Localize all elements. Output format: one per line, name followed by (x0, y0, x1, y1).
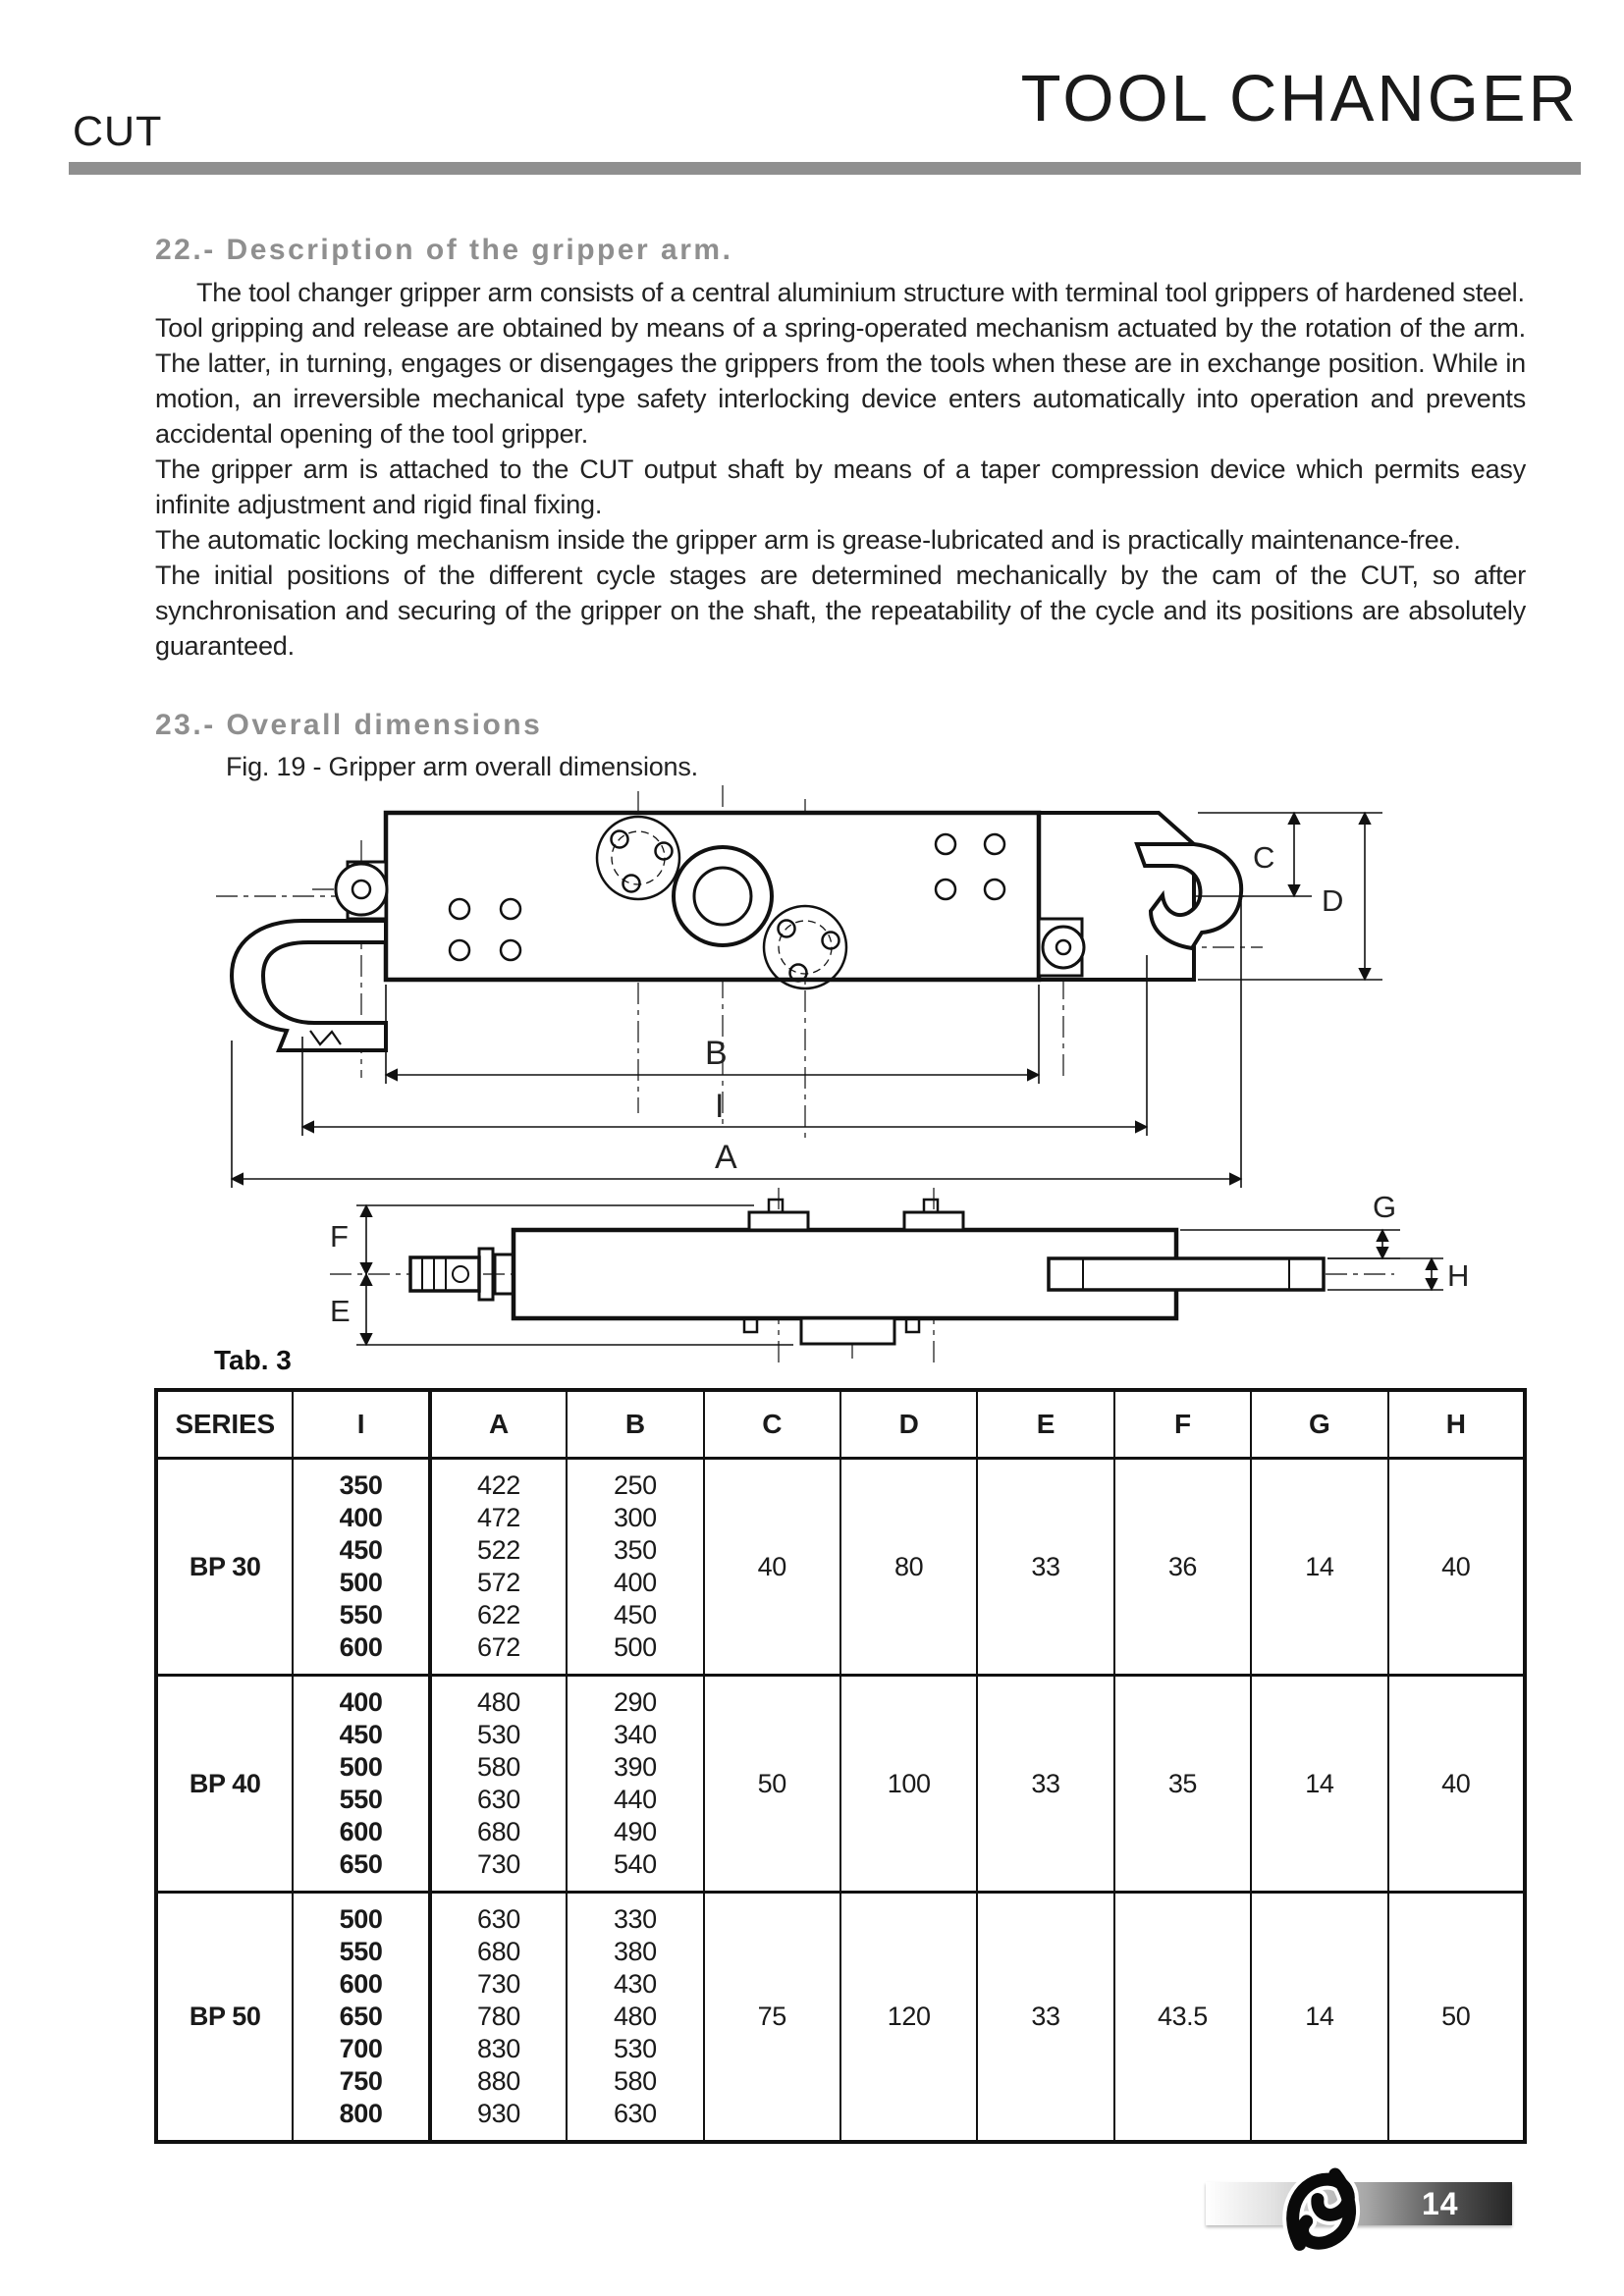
cell-value: 780 (477, 2002, 520, 2031)
series-cell: BP 30 (156, 1459, 293, 1676)
dim-label-h: H (1447, 1258, 1470, 1293)
cell-value: 730 (477, 1849, 520, 1879)
cell-value: 830 (477, 2034, 520, 2063)
cell-value: 650 (339, 1849, 383, 1879)
paragraph: The gripper arm is attached to the CUT output shaft by means of a taper compression device which permits easy infinite adjustment and rigid final fixing. (155, 454, 1526, 519)
col-c-cell: 50 (704, 1676, 840, 1893)
cell-value: 500 (339, 1904, 383, 1934)
cell-value: 490 (613, 1817, 657, 1846)
cell-value: 540 (613, 1849, 657, 1879)
col-i-cell (293, 1893, 429, 2143)
dim-label-g: G (1373, 1190, 1397, 1224)
paragraph: The automatic locking mechanism inside the gripper arm is grease-lubricated and is practically maintenance-free. (155, 525, 1461, 555)
header-f: F (1114, 1390, 1251, 1459)
cell-value: 350 (613, 1535, 657, 1565)
cell-value: 400 (613, 1568, 657, 1597)
cell-value: 500 (339, 1568, 383, 1597)
cell-value: 600 (339, 1817, 383, 1846)
cell-value: 600 (339, 1632, 383, 1662)
cell-value: 550 (339, 1600, 383, 1629)
cell-value: 440 (613, 1785, 657, 1814)
col-f-cell: 43.5 (1114, 1893, 1251, 2143)
figure-caption: Fig. 19 - Gripper arm overall dimensions. (226, 752, 698, 781)
top-view-drawing (216, 785, 1382, 1188)
cell-value: 622 (477, 1600, 520, 1629)
spec-table-body (156, 1459, 1525, 2143)
page-title: TOOL CHANGER (1020, 62, 1579, 135)
cell-value: 730 (477, 1969, 520, 1999)
header-rule (69, 162, 1581, 175)
cell-value: 340 (613, 1720, 657, 1749)
section-23-heading: 23.- Overall dimensions (155, 709, 543, 741)
cell-value: 450 (613, 1600, 657, 1629)
dim-label-a: A (715, 1139, 737, 1176)
cell-value: 572 (477, 1568, 520, 1597)
table-header (156, 1390, 1525, 1459)
dim-label-i: I (715, 1088, 725, 1125)
cell-value: 300 (613, 1503, 657, 1532)
col-a-cell (430, 1893, 567, 2143)
cell-value: 422 (477, 1470, 520, 1500)
header-g: G (1251, 1390, 1387, 1459)
cell-value: 400 (339, 1687, 383, 1717)
cell-value: 450 (339, 1535, 383, 1565)
section-overall-dimensions (155, 709, 1526, 782)
cell-value: 750 (339, 2066, 383, 2096)
cell-value: 880 (477, 2066, 520, 2096)
col-b-cell (567, 1893, 703, 2143)
cell-value: 650 (339, 2002, 383, 2031)
header-d: D (840, 1390, 977, 1459)
col-d-cell: 100 (840, 1676, 977, 1893)
table-row (156, 1459, 1525, 1676)
cell-value: 800 (339, 2099, 383, 2128)
brand-name: CUT (73, 108, 163, 155)
col-b-cell (567, 1676, 703, 1893)
header-i: I (293, 1390, 429, 1459)
col-c-cell: 40 (704, 1459, 840, 1676)
cell-value: 380 (613, 1937, 657, 1966)
col-d-cell: 120 (840, 1893, 977, 2143)
col-h-cell: 50 (1388, 1893, 1525, 2143)
col-i-cell (293, 1459, 429, 1676)
cell-value: 390 (613, 1752, 657, 1782)
cell-value: 672 (477, 1632, 520, 1662)
cell-value: 450 (339, 1720, 383, 1749)
cell-value: 550 (339, 1785, 383, 1814)
col-a-cell (430, 1459, 567, 1676)
cell-value: 500 (339, 1752, 383, 1782)
dim-label-b: B (705, 1035, 728, 1072)
col-h-cell: 40 (1388, 1676, 1525, 1893)
dim-label-f: F (330, 1219, 349, 1254)
col-i-cell (293, 1676, 429, 1893)
col-f-cell: 35 (1114, 1676, 1251, 1893)
cell-value: 600 (339, 1969, 383, 1999)
header-a: A (430, 1390, 567, 1459)
cell-value: 630 (477, 1904, 520, 1934)
header-c: C (704, 1390, 840, 1459)
cell-value: 250 (613, 1470, 657, 1500)
dimensions-table (154, 1388, 1527, 2144)
col-g-cell: 14 (1251, 1893, 1387, 2143)
table-row (156, 1893, 1525, 2143)
table-label: Tab. 3 (214, 1345, 292, 1375)
cell-value: 680 (477, 1817, 520, 1846)
cell-value: 580 (613, 2066, 657, 2096)
paragraph: The tool changer gripper arm consists of a central aluminium structure with terminal tool grippers of hardened steel. (196, 278, 1525, 307)
cell-value: 350 (339, 1470, 383, 1500)
header-b: B (567, 1390, 703, 1459)
cell-value: 522 (477, 1535, 520, 1565)
cell-value: 480 (477, 1687, 520, 1717)
side-view-drawing (330, 1188, 1443, 1364)
cell-value: 290 (613, 1687, 657, 1717)
cell-value: 530 (613, 2034, 657, 2063)
cell-value: 400 (339, 1503, 383, 1532)
cell-value: 480 (613, 2002, 657, 2031)
col-d-cell: 80 (840, 1459, 977, 1676)
cell-value: 530 (477, 1720, 520, 1749)
dim-label-c: C (1253, 840, 1275, 875)
col-g-cell: 14 (1251, 1676, 1387, 1893)
cell-value: 700 (339, 2034, 383, 2063)
col-e-cell: 33 (977, 1459, 1113, 1676)
cell-value: 930 (477, 2099, 520, 2128)
col-g-cell: 14 (1251, 1459, 1387, 1676)
cell-value: 472 (477, 1503, 520, 1532)
cell-value: 630 (477, 1785, 520, 1814)
brand-logo-icon (1272, 2160, 1371, 2262)
series-cell: BP 50 (156, 1893, 293, 2143)
cell-value: 550 (339, 1937, 383, 1966)
col-e-cell: 33 (977, 1676, 1113, 1893)
cell-value: 630 (613, 2099, 657, 2128)
cell-value: 500 (613, 1632, 657, 1662)
dim-label-d: D (1322, 883, 1344, 918)
header-e: E (977, 1390, 1113, 1459)
section-22-heading: 22.- Description of the gripper arm. (155, 234, 733, 266)
section-description (155, 234, 1526, 664)
col-a-cell (430, 1676, 567, 1893)
cell-value: 580 (477, 1752, 520, 1782)
cell-value: 680 (477, 1937, 520, 1966)
gripper-arm-drawing (165, 783, 1471, 1364)
col-f-cell: 36 (1114, 1459, 1251, 1676)
col-e-cell: 33 (977, 1893, 1113, 2143)
dimension-drawing-svg (165, 783, 1471, 1364)
header-series: SERIES (156, 1390, 293, 1459)
cell-value: 330 (613, 1904, 657, 1934)
paragraph: The initial positions of the different cycle stages are determined mechanically by the cam of the CUT, so after synchronisation and securing of the gripper on the shaft, the repeatability of the cycle and its positions are absolutely guaranteed. (155, 561, 1526, 661)
cell-value: 430 (613, 1969, 657, 1999)
series-cell: BP 40 (156, 1676, 293, 1893)
col-c-cell: 75 (704, 1893, 840, 2143)
paragraph: Tool gripping and release are obtained by means of a spring-operated mechanism actuated by the rotation of the arm. The latter, in turning, engages or disengages the grippers from the tools when these are in exchange position. While in motion, an irreversible mechanical type safety interlocking device enters automatically into operation and prevents accidental opening of the tool gripper. (155, 313, 1526, 449)
col-b-cell (567, 1459, 703, 1676)
dim-label-e: E (330, 1294, 351, 1328)
page-number: 14 (1422, 2186, 1459, 2221)
col-h-cell: 40 (1388, 1459, 1525, 1676)
table-row (156, 1676, 1525, 1893)
header-h: H (1388, 1390, 1525, 1459)
